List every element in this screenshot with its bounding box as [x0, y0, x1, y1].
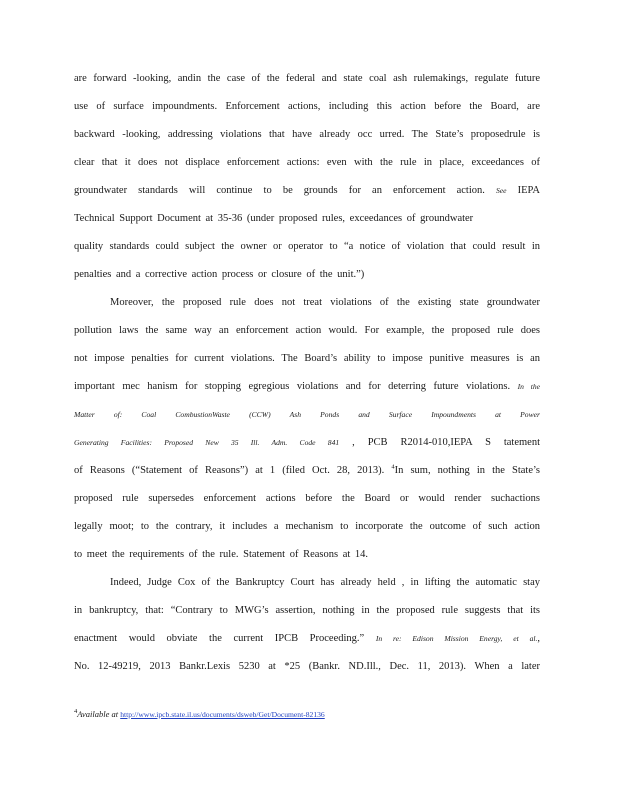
- footnote-reference: 4: [391, 463, 395, 471]
- body-line: legally moot; to the contrary, it includes a mechanism to incorporate the outcome of such action: [74, 521, 540, 532]
- body-line: enactment would obviate the current IPCB Proceeding.” In re: Edison Mission Energy, et al.,: [74, 633, 541, 644]
- case-citation-line: Matter of: Coal CombustionWaste (CCW) Ash Ponds and Surface Impoundments at Power: [74, 410, 540, 419]
- body-line: are forward -looking, andin the case of the federal and state coal ash rulemakings, regulate future: [74, 73, 540, 84]
- case-citation-line: Generating Facilities: Proposed New 35 Ill. Adm. Code 841: [74, 438, 340, 447]
- body-line: Technical Support Document at 35-36 (under proposed rules, exceedances of groundwater: [74, 213, 474, 224]
- citation-signal: See: [496, 186, 507, 195]
- body-line: use of surface impoundments. Enforcement actions, including this action before the Board, are: [74, 101, 540, 112]
- footnote-link[interactable]: http://www.ipcb.state.il.us/documents/dsweb/Get/Document-82136: [120, 710, 325, 719]
- case-citation-start: In the: [517, 382, 540, 391]
- body-line: backward -looking, addressing violations that have already occ urred. The State’s proposedrule is: [74, 129, 540, 140]
- body-line: quality standards could subject the owner or operator to “a notice of violation that could result in: [74, 241, 540, 252]
- body-line: clear that it does not displace enforcement actions: even with the rule in place, exceedances of: [74, 157, 540, 168]
- case-citation: In re: Edison Mission Energy, et al.: [375, 634, 538, 643]
- paragraph-first-line: Moreover, the proposed rule does not treat violations of the existing state groundwater: [110, 297, 540, 308]
- body-line: to meet the requirements of the rule. Statement of Reasons at 14.: [74, 549, 369, 560]
- footnote: [74, 708, 422, 721]
- body-line: not impose penalties for current violations. The Board’s ability to impose punitive measures is an: [74, 353, 540, 364]
- body-line: proposed rule supersedes enforcement actions before the Board or would render suchactions: [74, 493, 540, 504]
- body-line: Generating Facilities: Proposed New 35 Ill. Adm. Code 841 , PCB R2014-010,IEPA S tatement: [74, 437, 541, 448]
- footnote-number: 4: [74, 708, 78, 716]
- body-line: No. 12-49219, 2013 Bankr.Lexis 5230 at *25 (Bankr. ND.Ill., Dec. 11, 2013). When a later: [74, 661, 540, 672]
- citation-source: IEPA: [517, 185, 541, 196]
- paragraph-first-line: Indeed, Judge Cox of the Bankruptcy Court has already held , in lifting the automatic stay: [110, 577, 540, 588]
- body-line: groundwater standards will continue to be grounds for an enforcement action. See IEPA: [74, 185, 541, 196]
- footnote-label: Available at: [77, 709, 119, 719]
- body-line: in bankruptcy, that: “Contrary to MWG’s assertion, nothing in the proposed rule suggests that its: [74, 605, 540, 616]
- body-line: pollution laws the same way an enforcement action would. For example, the proposed rule does: [74, 325, 540, 336]
- body-line: of Reasons (“Statement of Reasons”) at 1 (filed Oct. 28, 2013). $^4$In sum, nothing in the State’s: [74, 463, 541, 476]
- body-line: penalties and a corrective action process or closure of the unit.”): [74, 269, 365, 280]
- body-line: important mec hanism for stopping egregious violations and for deterring future violations. In the: [74, 381, 540, 392]
